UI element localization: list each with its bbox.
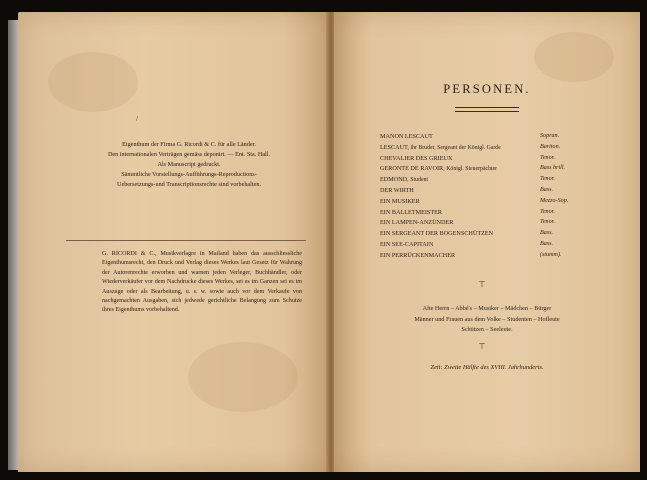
- chorus-line: Alte Herrn – Abbé's – Musiker – Mädchen – Bürger: [422, 305, 552, 312]
- cast-name: EIN MUSIKER: [380, 197, 420, 205]
- cast-row: [380, 219, 605, 230]
- ornament-icon: ⊤: [478, 280, 486, 289]
- cast-row: [380, 209, 605, 220]
- cast-name: DER WIRTH: [380, 186, 414, 194]
- cast-row: [380, 241, 605, 252]
- right-page: [334, 12, 640, 472]
- left-page: [18, 12, 330, 472]
- cast-voice: Bass.: [540, 240, 554, 247]
- cast-voice: Mezzo-Sop.: [540, 197, 569, 204]
- cast-description: ihr Bruder, Sergeant der Königl. Garde: [410, 144, 501, 151]
- cast-voice: Tenor.: [540, 219, 555, 226]
- cast-voice: Bass.: [540, 186, 554, 193]
- paper-stain: [534, 32, 614, 82]
- paper-stain: [48, 52, 138, 112]
- cast-name: EIN LAMPEN-ANZÜNDER: [380, 219, 454, 227]
- cast-row: [380, 165, 605, 176]
- cast-name: CHEVALIER DES GRIEUX: [380, 154, 453, 162]
- chorus-list: [374, 304, 600, 336]
- cast-name-group: [380, 144, 501, 151]
- cast-name: EIN PERRÜCKENMACHER: [380, 251, 456, 259]
- ornament-icon: ⊤: [478, 342, 486, 351]
- cast-name-group: [380, 176, 428, 183]
- cast-row: [380, 198, 605, 209]
- cast-description: Königl. Steuerpächter: [446, 166, 498, 173]
- section-divider: [66, 240, 306, 241]
- cast-name: GERONTE DE RAVOIR,: [380, 165, 445, 173]
- chorus-line: Männer und Frauen aus dem Volke – Studenten – Hofleute: [414, 315, 560, 323]
- cast-voice: (stumm).: [540, 251, 562, 258]
- cast-voice: Bariton.: [540, 143, 561, 150]
- cast-row: [380, 155, 605, 166]
- copyright-line: Als Manuscript gedruckt.: [157, 161, 221, 168]
- cast-row: [380, 176, 605, 187]
- cast-voice: Sopran.: [540, 133, 560, 139]
- cast-row: [380, 144, 605, 155]
- period-note: Zeit: Zweite Hälfte des XVIII. Jahrhunderts.: [430, 364, 544, 371]
- copyright-block: [58, 140, 320, 190]
- paper-stain: [188, 342, 298, 412]
- cast-row: [380, 187, 605, 198]
- pencil-mark: /: [136, 115, 138, 123]
- copyright-line: Sämmtliche Vorstellungs-Aufführungs-Reproductions-: [121, 171, 257, 178]
- cast-name: EIN BALLETMEISTER: [380, 208, 443, 216]
- copyright-line: Eigenthum der Firma G. Ricordi & C. für alle Länder.: [122, 141, 256, 148]
- cast-voice: Bass.: [540, 230, 554, 237]
- cast-row: [380, 133, 605, 144]
- cast-name: MANON LESCAUT: [380, 133, 433, 140]
- cast-voice: Bass brill.: [540, 165, 566, 172]
- cast-name: EIN SEE-CAPITAIN: [380, 240, 434, 248]
- cast-name-group: [380, 165, 497, 172]
- cast-voice: Tenor.: [540, 154, 555, 161]
- cast-list: [380, 133, 605, 263]
- cast-voice: Tenor.: [540, 208, 555, 215]
- cast-voice: Tenor.: [540, 176, 555, 183]
- cast-row: [380, 230, 605, 241]
- copyright-line: Uebersetzungs-und Transcriptionsrechte sind vorbehalten.: [117, 181, 261, 188]
- cast-description: Student: [410, 177, 428, 184]
- publisher-notice: G. RICORDI & C., Musikverlagre in Mailand haben das ausschliessliche Eigenthumsrecht, den Druck und Verlag dieses Werkes laut Gesetz für Wahrung der Autorenrechte erworben und warnen jeden Verleger, Buchhändler, oder Wiederverkäufer vor dem Nachdrucke dieses Werkes, sei es im Ganzen sei es im Auszuge oder als Bearbeitung, u. s. w. sowie auch vor dem Verkaufe von nachgemachten Ausgaben, sich jedwede gerichtliche Belangung zum Schutze ihres Eigenthums vorbehaltend.: [102, 251, 302, 314]
- title-rule: [455, 107, 519, 112]
- page-title: PERSONEN.: [443, 82, 531, 96]
- cast-row: [380, 252, 605, 263]
- copyright-line: Den internationalen Verträgen gemäss deponirt. — Ent. Sta. Hall.: [107, 151, 271, 158]
- chorus-line: Schützen – Seeleute.: [461, 326, 513, 334]
- cast-name: EDMOND,: [380, 176, 409, 184]
- cast-name: EIN SERGEANT DER BOGENSCHÜTZEN: [380, 230, 494, 238]
- cast-name: LESCAUT,: [380, 143, 409, 151]
